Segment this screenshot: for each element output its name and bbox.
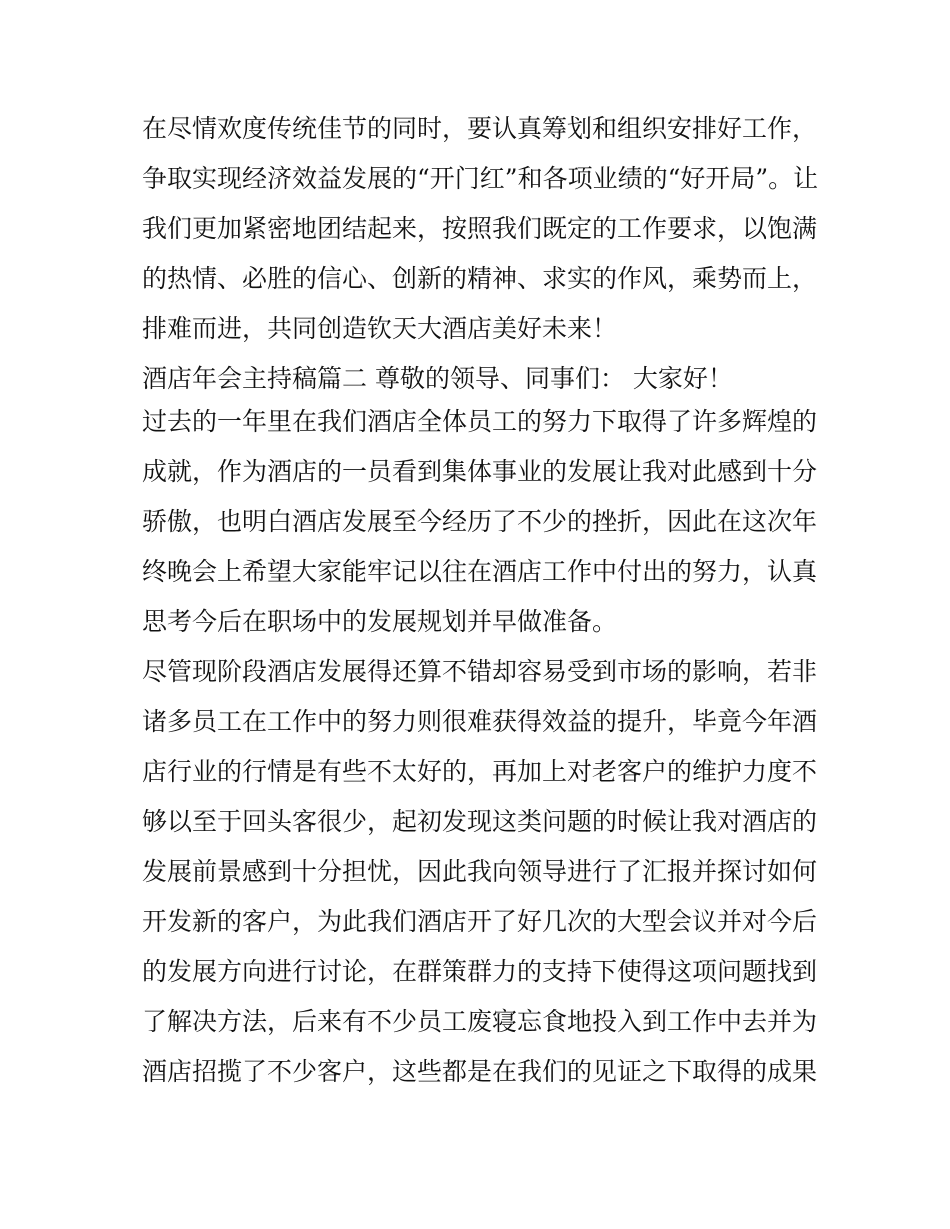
text-line: 排难而进，共同创造钦天大酒店美好未来！ [142,314,618,343]
text-line: 发展前景感到十分担忧，因此我向领导进行了汇报并探讨如何 [142,857,818,886]
paragraph-1 [142,104,819,354]
text-line: 酒店招揽了不少客户，这些都是在我们的见证之下取得的成果 [142,1057,818,1086]
text-line: 够以至于回头客很少，起初发现这类问题的时候让我对酒店的 [142,807,818,836]
text-line: 的发展方向进行讨论，在群策群力的支持下使得这项问题找到 [142,957,818,986]
text-line: 在尽情欢度传统佳节的同时，要认真筹划和组织安排好工作， [142,114,818,143]
paragraph-3 [142,647,818,1097]
document-body [142,104,819,1097]
text-line: 的热情、必胜的信心、创新的精神、求实的作风，乘势而上， [142,264,818,293]
text-line: 开发新的客户，为此我们酒店开了好几次的大型会议并对今后 [142,907,818,936]
text-line: 过去的一年里在我们酒店全体员工的努力下取得了许多辉煌的 [142,407,818,436]
text-line: 诸多员工在工作中的努力则很难获得效益的提升，毕竟今年酒 [142,707,818,736]
heading-line: 酒店年会主持稿篇二 尊敬的领导、同事们： 大家好！ [142,364,733,393]
section-heading [142,361,814,397]
text-line: 骄傲，也明白酒店发展至今经历了不少的挫折，因此在这次年 [142,507,818,536]
text-line: 了解决方法，后来有不少员工废寝忘食地投入到工作中去并为 [142,1007,818,1036]
text-line: 尽管现阶段酒店发展得还算不错却容易受到市场的影响，若非 [142,657,818,686]
text-line: 我们更加紧密地团结起来，按照我们既定的工作要求，以饱满 [142,214,818,243]
text-line: 思考今后在职场中的发展规划并早做准备。 [142,607,618,636]
text-line: 店行业的行情是有些不太好的，再加上对老客户的维护力度不 [142,757,818,786]
paragraph-2 [142,397,818,647]
text-line: 终晚会上希望大家能牢记以往在酒店工作中付出的努力，认真 [142,557,818,586]
text-line: 争取实现经济效益发展的“开门红”和各项业绩的“好开局”。让 [142,164,819,193]
text-line: 成就，作为酒店的一员看到集体事业的发展让我对此感到十分 [142,457,818,486]
